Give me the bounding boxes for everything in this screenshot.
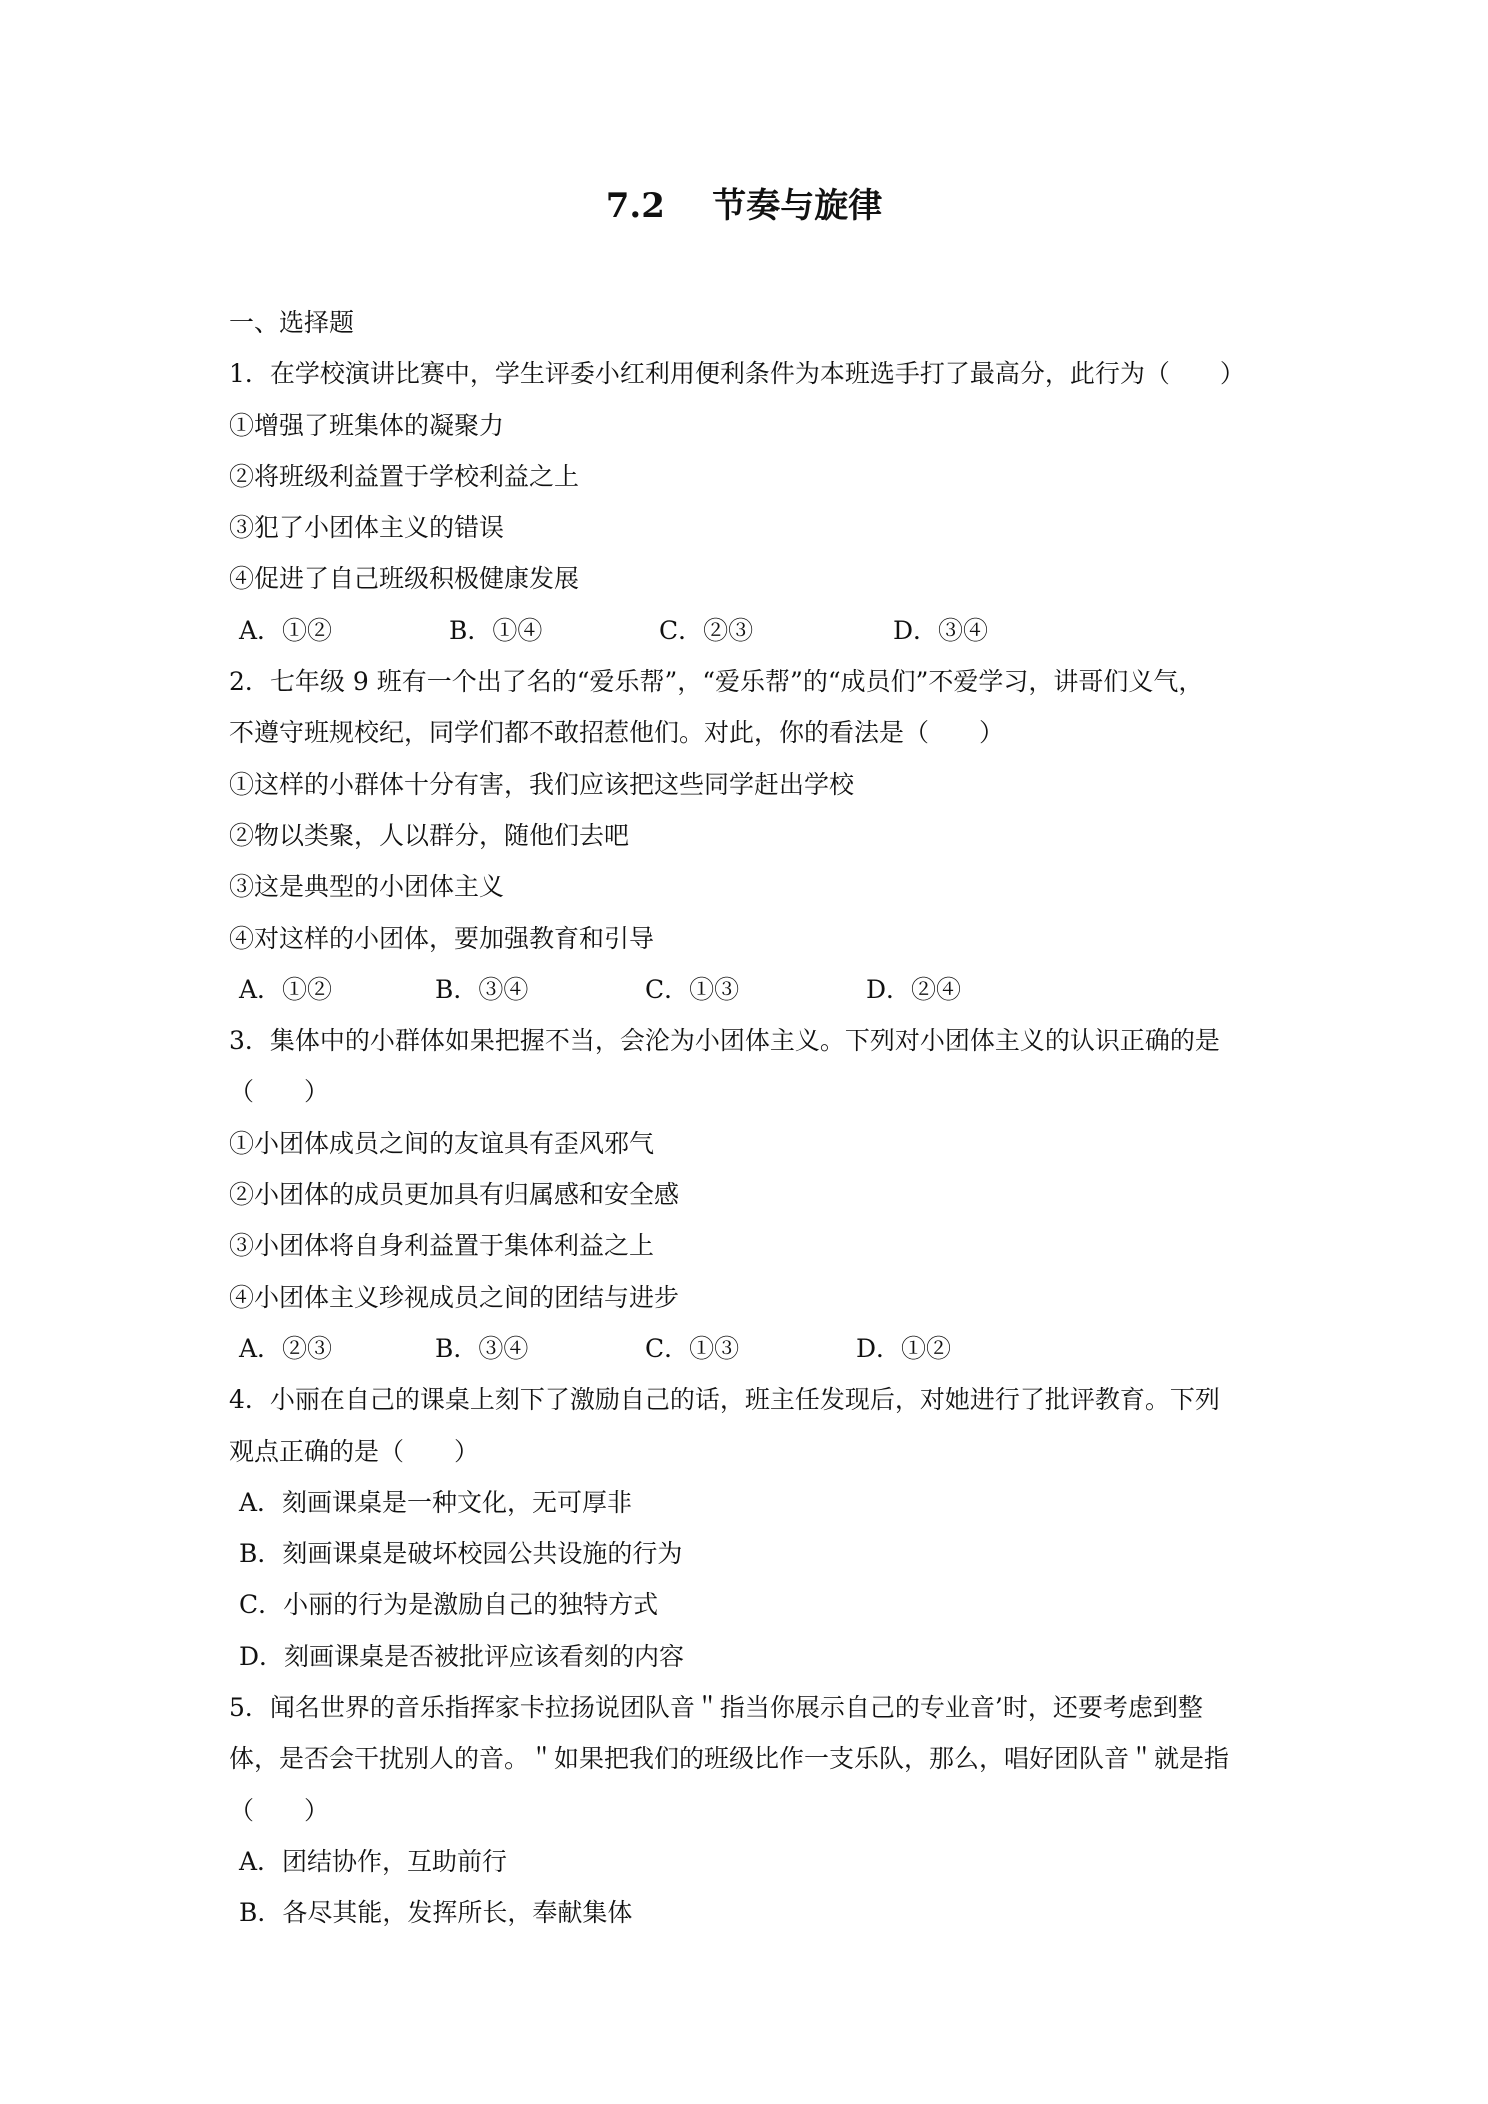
option-d: D．③④ — [893, 615, 989, 645]
option-d: D．①② — [856, 1333, 952, 1363]
statement-item: ③小团体将自身利益置于集体利益之上 — [229, 1231, 655, 1261]
option-a: A．①② — [239, 615, 333, 645]
option-c: C．①③ — [645, 1333, 740, 1363]
section-heading: 一、选择题 — [229, 308, 355, 337]
statement-item: ①增强了班集体的凝聚力 — [229, 410, 505, 440]
question-list — [229, 297, 1269, 1939]
question-stem: 不遵守班规校纪，同学们都不敢招惹他们。对此，你的看法是（ ） — [229, 718, 1005, 748]
question-4 — [229, 1374, 1269, 1682]
statement-item: ②将班级利益置于学校利益之上 — [229, 461, 580, 491]
question-stem: 2．七年级 9 班有一个出了名的“爱乐帮”，“爱乐帮”的“成员们”不爱学习，讲哥们义气， — [229, 667, 1204, 697]
question-stem: （ ） — [229, 1077, 330, 1107]
question-stem: 3．集体中的小群体如果把握不当，会沦为小团体主义。下列对小团体主义的认识正确的是 — [229, 1026, 1220, 1056]
question-1 — [229, 348, 1269, 656]
statement-item: ④小团体主义珍视成员之间的团结与进步 — [229, 1282, 680, 1312]
question-stem: 4．小丽在自己的课桌上刻下了激励自己的话，班主任发现后，对她进行了批评教育。下列 — [229, 1385, 1220, 1415]
choice-b: B．各尽其能，发挥所长，奉献集体 — [239, 1898, 633, 1928]
question-stem: 观点正确的是（ ） — [229, 1436, 480, 1466]
choice-a: A．刻画课桌是一种文化，无可厚非 — [239, 1487, 633, 1517]
choice-b: B．刻画课桌是破坏校园公共设施的行为 — [239, 1539, 683, 1569]
question-stem: （ ） — [229, 1795, 330, 1825]
choice-c: C．小丽的行为是激励自己的独特方式 — [239, 1590, 659, 1620]
option-c: C．①③ — [645, 974, 740, 1004]
statement-item: ①这样的小群体十分有害，我们应该把这些同学赶出学校 — [229, 769, 855, 799]
statement-item: ③这是典型的小团体主义 — [229, 872, 505, 902]
question-3 — [229, 1015, 1269, 1374]
question-5 — [229, 1682, 1269, 1938]
question-stem: 1．在学校演讲比赛中，学生评委小红利用便利条件为本班选手打了最高分，此行为（ ） — [229, 359, 1245, 389]
statement-item: ②物以类聚，人以群分，随他们去吧 — [229, 820, 630, 850]
option-b: B．③④ — [435, 974, 529, 1004]
statement-item: ④促进了自己班级积极健康发展 — [229, 564, 580, 594]
question-stem: 体，是否会干扰别人的音。＂如果把我们的班级比作一支乐队，那么，唱好团队音＂就是指 — [229, 1744, 1230, 1774]
statement-item: ③犯了小团体主义的错误 — [229, 513, 505, 543]
option-a: A．①② — [239, 974, 333, 1004]
answer-options — [229, 605, 1269, 656]
page-title: 7.2 节奏与旋律 — [605, 186, 883, 226]
statement-item: ④对这样的小团体，要加强教育和引导 — [229, 923, 655, 953]
answer-options — [229, 1323, 1269, 1374]
statement-item: ①小团体成员之间的友谊具有歪风邪气 — [229, 1128, 655, 1158]
question-2 — [229, 656, 1269, 1015]
option-a: A．②③ — [239, 1333, 333, 1363]
option-d: D．②④ — [866, 974, 962, 1004]
choice-d: D．刻画课桌是否被批评应该看刻的内容 — [239, 1641, 685, 1671]
choice-a: A．团结协作，互助前行 — [239, 1846, 508, 1876]
option-b: B．③④ — [435, 1333, 529, 1363]
answer-options — [229, 964, 1269, 1015]
option-c: C．②③ — [659, 615, 754, 645]
statement-item: ②小团体的成员更加具有归属感和安全感 — [229, 1180, 680, 1210]
option-b: B．①④ — [449, 615, 543, 645]
question-stem: 5．闻名世界的音乐指挥家卡拉扬说团队音＂指当你展示自己的专业音’时，还要考虑到整 — [229, 1693, 1203, 1723]
